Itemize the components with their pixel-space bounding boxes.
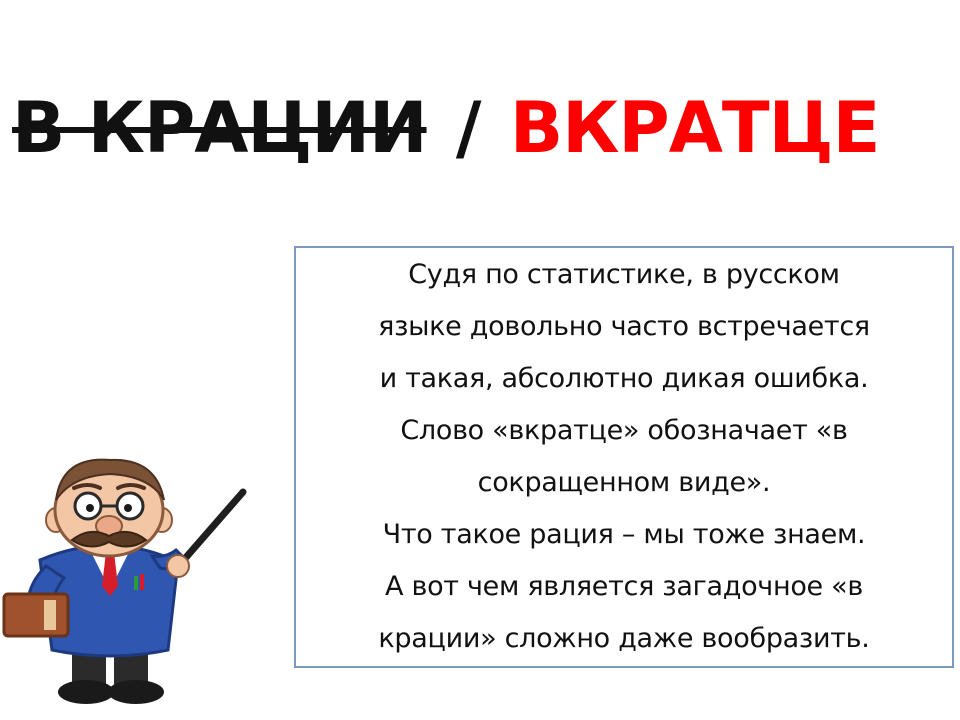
- title-separator: /: [455, 87, 481, 169]
- explanation-box: [294, 246, 954, 668]
- teacher-with-pointer-icon: [0, 440, 290, 720]
- slide-title: [12, 78, 952, 178]
- correct-spelling: ВКРАТЦЕ: [509, 87, 880, 169]
- wrong-spelling: В КРАЦИИ: [12, 87, 427, 169]
- explanation-text: Судя по статистике, в русском языке довольно часто встречается и такая, абсолютно дикая ошибка. Слово «вкратце» обозначает «в сокращенном виде». Что такое рация – мы тоже знаем. А вот чем является загадочное «в крации» сложно даже вообразить.: [378, 259, 870, 654]
